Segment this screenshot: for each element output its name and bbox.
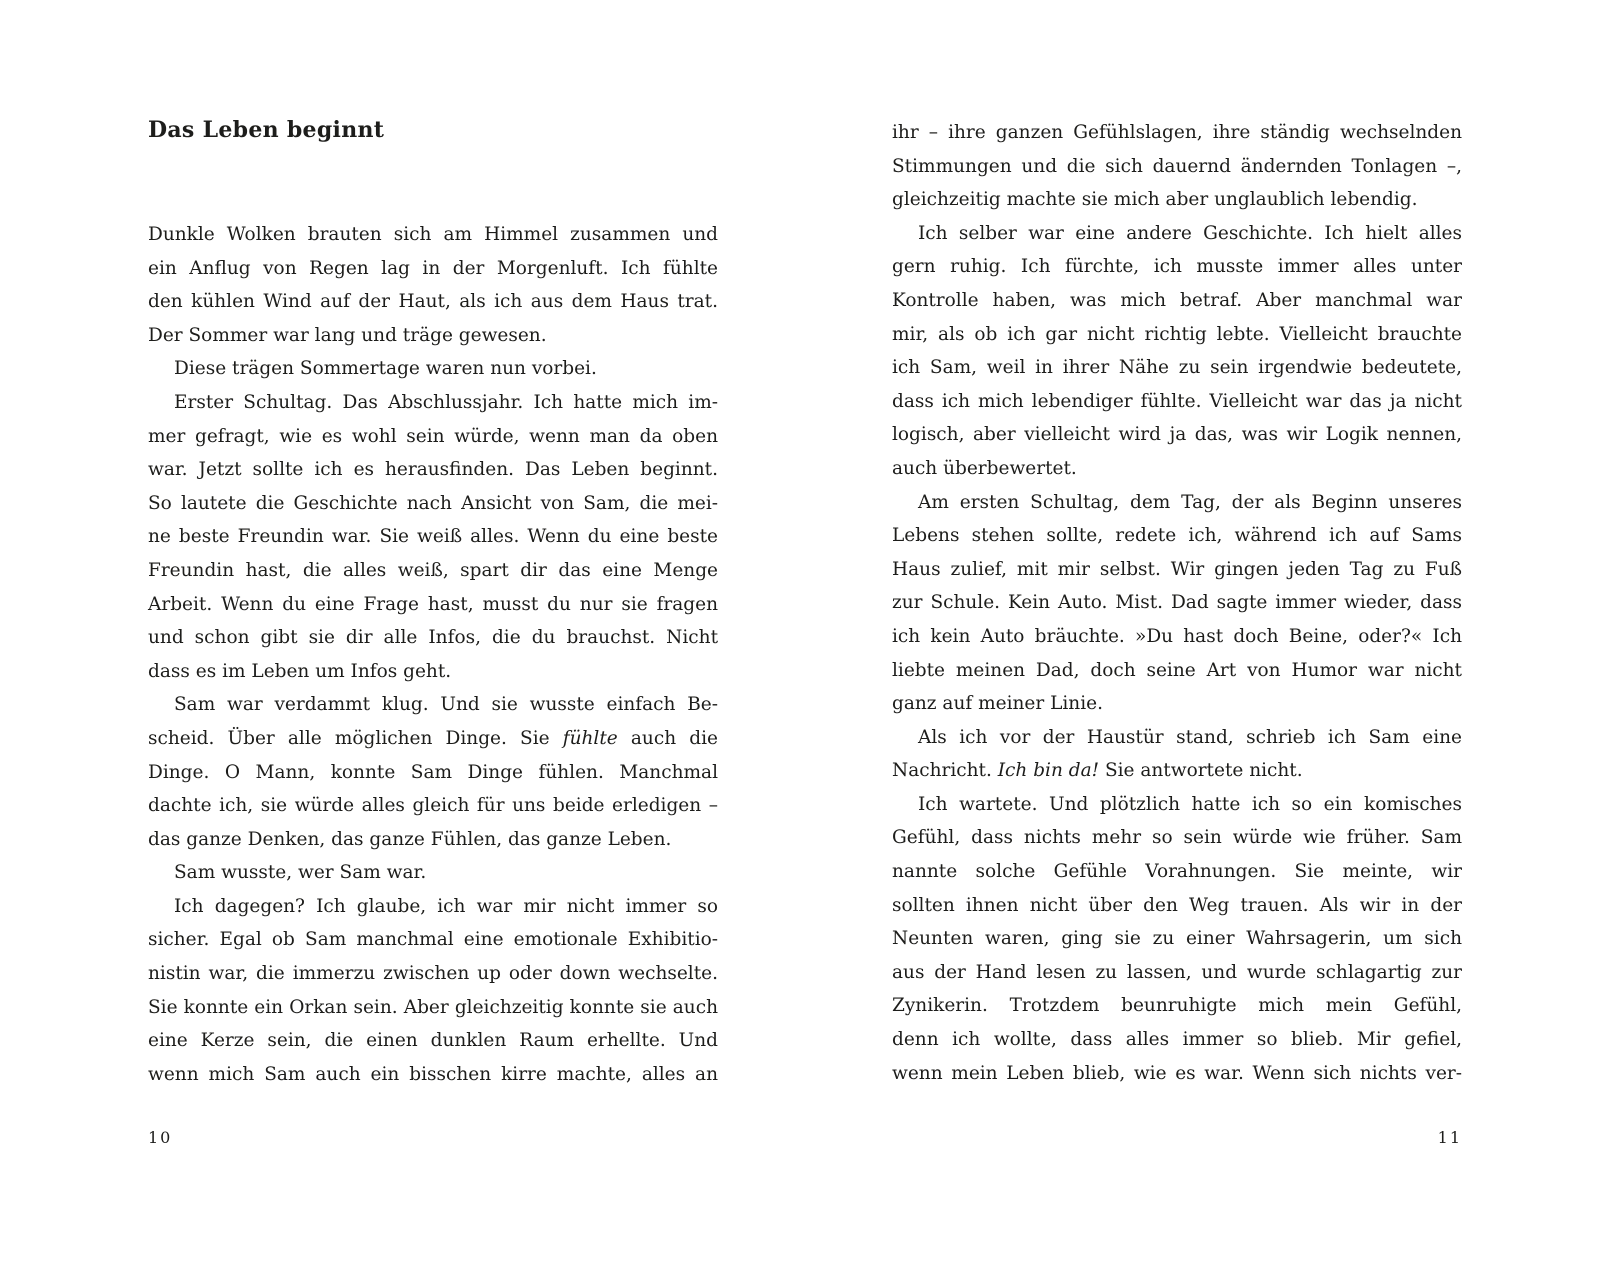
- text-line: war. Jetzt sollte ich es herausfinden. Das Leben beginnt.: [148, 459, 718, 481]
- page-number-right: 11: [1437, 1128, 1462, 1147]
- text-line: Neunten waren, ging sie zu einer Wahrsagerin, um sich: [892, 928, 1462, 950]
- text-line: scheid. Über alle möglichen Dinge. Sie fühlte auch die: [148, 727, 718, 749]
- text-line: Erster Schultag. Das Abschlussjahr. Ich hatte mich im-: [174, 391, 718, 413]
- text-line: zur Schule. Kein Auto. Mist. Dad sagte immer wieder, dass: [892, 592, 1462, 614]
- text-line: Am ersten Schultag, dem Tag, der als Beginn unseres: [918, 491, 1462, 513]
- text-line: ne beste Freundin war. Sie weiß alles. Wenn du eine beste: [148, 526, 718, 548]
- text-line: sollten ihnen nicht über den Weg trauen. Als wir in der: [892, 894, 1462, 916]
- text-line: dass es im Leben um Infos geht.: [148, 660, 452, 682]
- text-line: nannte solche Gefühle Vorahnungen. Sie meinte, wir: [892, 861, 1462, 883]
- text-line: So lautete die Geschichte nach Ansicht von Sam, die mei-: [148, 492, 718, 514]
- text-line: dachte ich, sie würde alles gleich für uns beide erledigen –: [148, 795, 718, 817]
- text-line: wenn mich Sam auch ein bisschen kirre machte, alles an: [148, 1063, 718, 1085]
- text-line: Haus zulief, mit mir selbst. Wir gingen jeden Tag zu Fuß: [892, 558, 1462, 580]
- text-line: mir, als ob ich gar nicht richtig lebte. Vielleicht brauchte: [892, 323, 1462, 345]
- text-line: Kontrolle haben, was mich betraf. Aber manchmal war: [892, 289, 1462, 311]
- right-page: [892, 0, 1462, 1274]
- text-line: sicher. Egal ob Sam manchmal eine emotionale Exhibitio-: [148, 929, 718, 951]
- text-line: Ich dagegen? Ich glaube, ich war mir nicht immer so: [174, 895, 718, 917]
- text-line: Ich wartete. Und plötzlich hatte ich so ein komisches: [918, 793, 1462, 815]
- text-line: Der Sommer war lang und träge gewesen.: [148, 324, 547, 346]
- text-line: Sam wusste, wer Sam war.: [174, 862, 427, 884]
- text-line: Als ich vor der Haustür stand, schrieb ich Sam eine: [918, 726, 1462, 748]
- text-line: ich kein Auto bräuchte. »Du hast doch Beine, oder?« Ich: [892, 625, 1462, 647]
- text-line: ganz auf meiner Linie.: [892, 693, 1103, 715]
- left-page: [148, 0, 718, 1274]
- text-line: ich Sam, weil in ihrer Nähe zu sein irgendwie bedeutete,: [892, 357, 1462, 379]
- text-line: auch überbewertet.: [892, 457, 1077, 479]
- text-line: dass ich mich lebendiger fühlte. Vielleicht war das ja nicht: [892, 390, 1462, 412]
- text-line: Ich selber war eine andere Geschichte. Ich hielt alles: [918, 222, 1462, 244]
- text-line: den kühlen Wind auf der Haut, als ich aus dem Haus trat.: [148, 291, 718, 313]
- text-line: wenn mein Leben blieb, wie es war. Wenn sich nichts ver-: [892, 1062, 1462, 1084]
- text-line: Stimmungen und die sich dauernd ändernden Tonlagen –,: [892, 155, 1462, 177]
- text-line: Nachricht. Ich bin da! Sie antwortete nicht.: [892, 760, 1303, 782]
- text-line: gern ruhig. Ich fürchte, ich musste immer alles unter: [892, 256, 1462, 278]
- text-line: Lebens stehen sollte, redete ich, während ich auf Sams: [892, 525, 1462, 547]
- text-line: mer gefragt, wie es wohl sein würde, wenn man da oben: [148, 425, 718, 447]
- text-line: Gefühl, dass nichts mehr so sein würde wie früher. Sam: [892, 827, 1462, 849]
- text-line: Diese trägen Sommertage waren nun vorbei.: [174, 358, 597, 380]
- text-line: gleichzeitig machte sie mich aber unglaublich lebendig.: [892, 189, 1418, 211]
- text-line: aus der Hand lesen zu lassen, und wurde schlagartig zur: [892, 961, 1462, 983]
- text-line: eine Kerze sein, die einen dunklen Raum erhellte. Und: [148, 1030, 718, 1052]
- text-line: Dunkle Wolken brauten sich am Himmel zusammen und: [148, 224, 718, 245]
- right-page-text: [892, 116, 1462, 1090]
- text-line: denn ich wollte, dass alles immer so blieb. Mir gefiel,: [892, 1029, 1462, 1051]
- text-line: logisch, aber vielleicht wird ja das, was wir Logik nennen,: [892, 424, 1462, 446]
- text-line: und schon gibt sie dir alle Infos, die du brauchst. Nicht: [148, 627, 718, 649]
- text-line: Dinge. O Mann, konnte Sam Dinge fühlen. Manchmal: [148, 761, 718, 783]
- text-line: das ganze Denken, das ganze Fühlen, das ganze Leben.: [148, 828, 672, 850]
- text-line: ihr – ihre ganzen Gefühlslagen, ihre ständig wechselnden: [892, 122, 1462, 143]
- text-line: liebte meinen Dad, doch seine Art von Humor war nicht: [892, 659, 1462, 681]
- text-line: ein Anflug von Regen lag in der Morgenluft. Ich fühlte: [148, 257, 718, 279]
- left-page-text: [148, 218, 718, 1091]
- text-line: Freundin hast, die alles weiß, spart dir das eine Menge: [148, 559, 718, 581]
- text-line: Arbeit. Wenn du eine Frage hast, musst du nur sie fragen: [148, 593, 718, 615]
- chapter-title: Das Leben beginnt: [148, 117, 385, 143]
- text-line: Sam war verdammt klug. Und sie wusste einfach Be-: [174, 694, 718, 716]
- text-line: Zynikerin. Trotzdem beunruhigte mich mein Gefühl,: [892, 995, 1462, 1017]
- text-line: nistin war, die immerzu zwischen up oder down wechselte.: [148, 963, 718, 985]
- page-number-left: 10: [148, 1128, 173, 1147]
- text-line: Sie konnte ein Orkan sein. Aber gleichzeitig konnte sie auch: [148, 996, 718, 1018]
